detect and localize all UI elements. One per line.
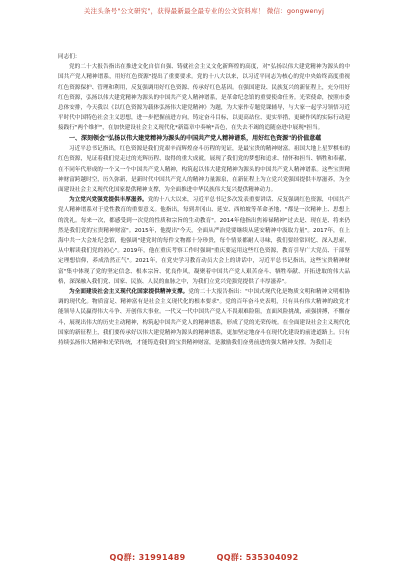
subheading-lead-1: 为立党兴党强党提供丰厚滋养。 bbox=[69, 197, 148, 204]
footer-contact bbox=[0, 552, 408, 563]
subheading-lead-2: 为全面建设社会主义现代化国家提供精神支撑。 bbox=[69, 288, 189, 295]
intro-paragraph: 党的二十大报告指出在推进文化自信自强、铸就社会主义文化新辉煌的高度，对"弘扬以伟大建党精神为源头的中国共产党人精神谱系，用好红色资源"提出了重要要求。党的十八大以来，以习近平同志为核心的党中央始终高度重视红色资源保护、管理和利用，反复强调用好红色资源、传承好红色基因。在强国建设、民族复兴的新征程上，充分用好红色资源，弘扬以伟大建党精神为源头的中国共产党人精神谱系，是革命纪念馆的重要使命任务。光荣使命，按照市委总体安排，今天我以《以红色资源为载体弘扬伟大建党精神》为题，为大家作专题党课辅导，与大家一起学习领悟习近平时代中国特色社会主义思想，进一步把握前进方向，铸定奋斗目标，以更高站位、更实举措，更硬作风的实际行动迎接践行"两个维护"，在加快建设社会主义现代化*新篇章中奏响*音色，在失去不竭的追随奋进中展现*担当。 bbox=[58, 64, 350, 132]
salutation: 同志们： bbox=[58, 54, 81, 60]
qq-group-2: QQ群: 535304092 bbox=[216, 553, 299, 562]
section1-paragraph-3 bbox=[58, 287, 350, 348]
paragraph-text: 党的二十大报告指出："中国式现代化是物质文明和精神文明相协调的现代化。物质富足、精神富有是社会主义现代化的根本要求"。党的百年奋斗史表明，只有具有伟大精神的政党才能领导人民赢得伟大斗争、开创伟大事业。一代又一代中国共产党人不畏艰难险阻，直面风险挑战，顽强拼搏，不懈奋斗，展现出伟大的历史主动精神，构筑起中国共产党人的精神谱系，形成了党的光荣传统。在全面建设社会主义现代化国家的新征程上，我们要传承好以伟大建党精神为源头的精神谱系，更加坚定地奋斗在现代化建设的前进道路上。只有持续弘扬伟大精神和光荣传统，才能铸造我们的宝贵精神财富，是激励我们奋勇前进的强大精神支撑。为我们走 bbox=[58, 288, 350, 346]
paragraph-text: 党的十八大以来，习近平总书记多次发表重要讲话、反复强调红色资源，中国共产党人精神谱系对于党性教育的重要意义。他指出，每到井冈山、延安、西柏坡等革命圣地，"都是一次精神上、思想上的洗礼。每来一次，都感受到一次党的性质和宗旨的生动教育"。2014年他指出焦裕禄精神"过去是、现在是、将来仍然是我们党的宝贵精神财富"。2015年，他提出"今天，全面从严治党要继续从延安精神中汲取力量"。2017年，在上海中共一大会址纪念馆，他强调"建党时的每件文物都十分珍贵，每个情景都耐人寻味，我们要经常回忆、深入思索，从中解读我们党的初心"。2019年，他在重庆考察工作时强调"重庆要运用这些红色资源，教育引导广大党员、干部坚定理想信仰，养成浩然正气"。2021年，在党史学习教育动员大会上的讲话中，习近平总书记指出，这些宝贵精神财富"集中体现了党的坚定信念、根本宗旨、优良作风，凝聚着中国共产党人艰苦奋斗、牺牲奉献、开拓进取的伟大品格，深深融入我们党、国家、民族、人民的血脉之中，为我们立党兴党强党提供了丰厚滋养"。 bbox=[58, 197, 350, 285]
section1-paragraph-1: 习近平总书记指出，红色资源是我们党艰辛而辉煌奋斗历程的见证，是最宝贵的精神财富。祖国大地上星罗棋布的红色资源，见证着我们党走过的光辉历程、取得的重大成就，展现了我们党的梦想和追求、情怀和担当、牺牲和奉献，在不同年代形成的一个又一个中国共产党人精神，构筑起以伟大建党精神为源头的中国共产党人精神谱系。这些宝贵精神财富跨越时空，历久弥新，是新时代中国共产党人的精神力量源泉，在新征程上为立党兴党强国提供丰厚滋养，为全面建设社会主义现代化国家提供精神支撑，为全面推进中华民族伟大复兴提供精神动力。 bbox=[58, 146, 350, 193]
section-heading-1: 一、深刻领会"弘扬以伟大建党精神为源头的中国共产党人精神谱系，用好红色资源"的价值意蕴 bbox=[69, 134, 322, 142]
header-banner: 关注头条号"公文研究"，获得最新最全最专业的公文资料库！ 微信：gongwenyj bbox=[83, 7, 325, 15]
qq-group-1: QQ群: 31991489 bbox=[109, 553, 186, 562]
section1-paragraph-2 bbox=[58, 195, 350, 287]
document-body bbox=[58, 52, 350, 348]
